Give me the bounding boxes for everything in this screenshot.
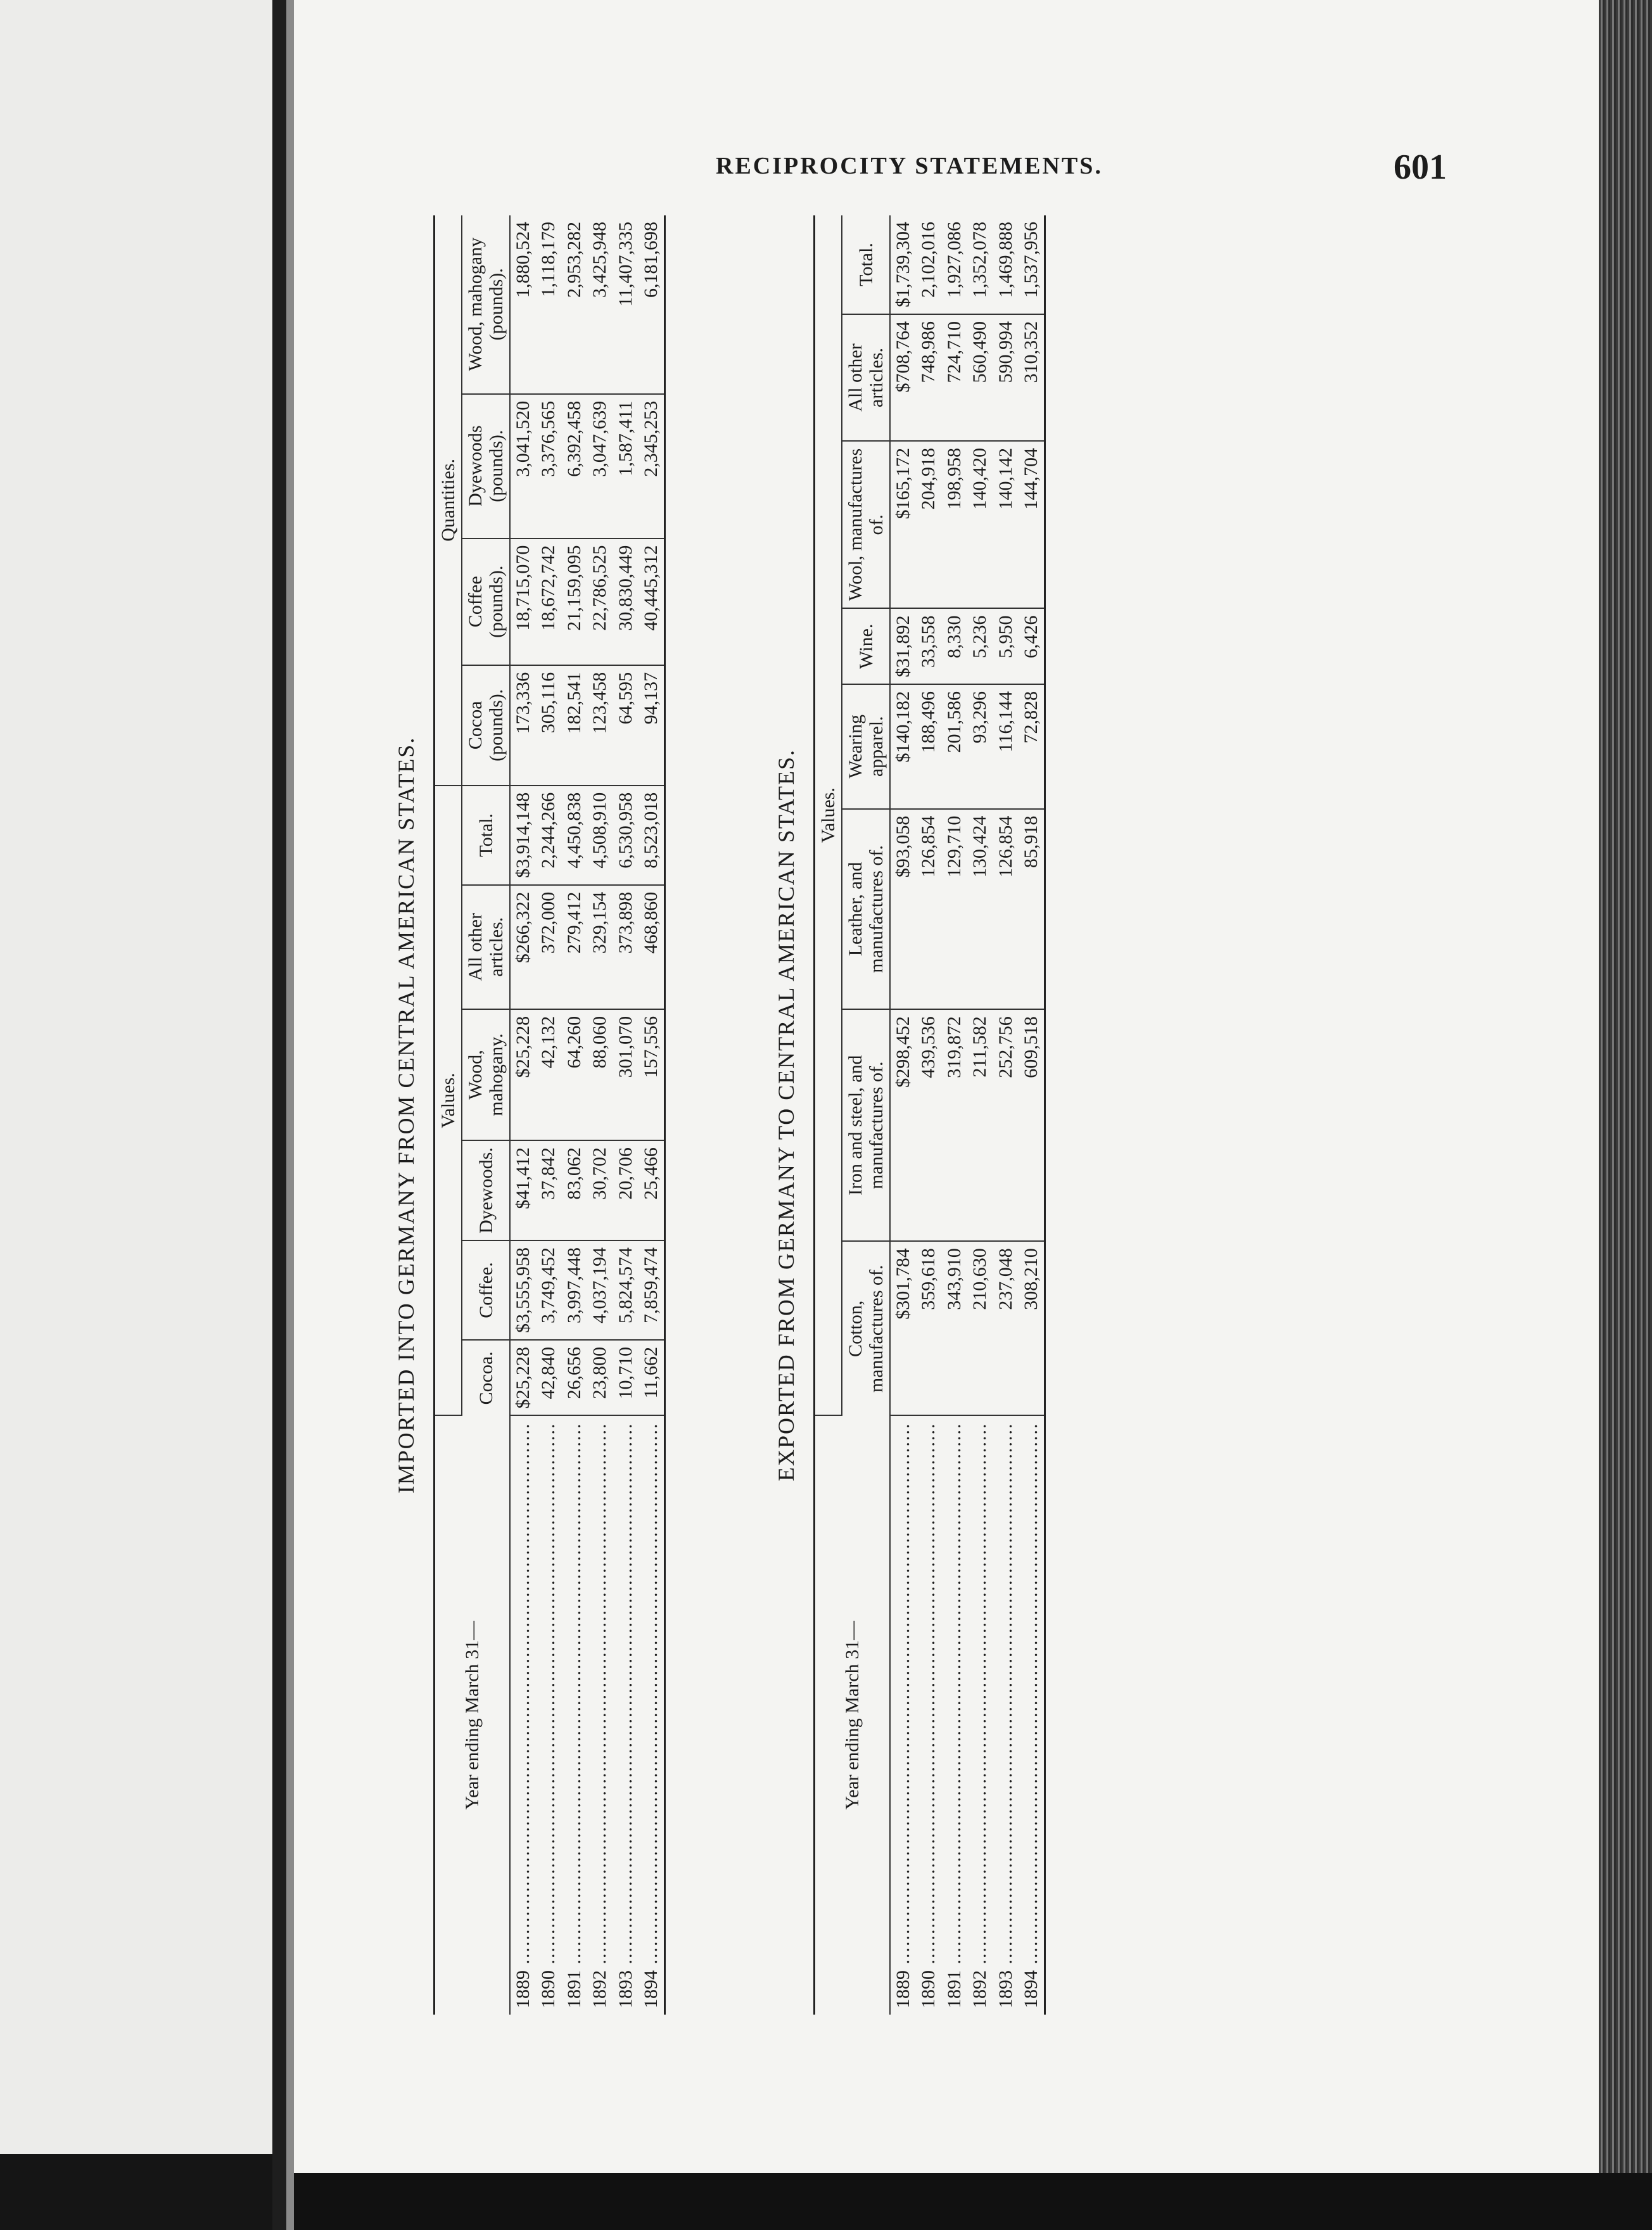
page-edges	[1599, 0, 1652, 2230]
scan-bottom-shadow-right	[294, 2173, 1652, 2230]
year-label: 1890	[918, 1970, 939, 2008]
year-cell	[1019, 1416, 1044, 2015]
table-cell: 11,662	[639, 1340, 664, 1416]
table-cell: 4,450,838	[562, 786, 587, 885]
table-cell: 10,710	[613, 1340, 639, 1416]
year-cell	[562, 1416, 587, 2015]
scan-bottom-shadow	[0, 2154, 272, 2230]
table-cell: 21,159,095	[562, 538, 587, 665]
exports-body	[890, 215, 1044, 2015]
table-cell: 1,880,524	[510, 215, 536, 394]
table-cell: 204,918	[916, 441, 941, 608]
table-cell: 748,986	[916, 314, 941, 441]
table-cell: 2,102,016	[916, 215, 941, 314]
exports-table	[815, 215, 1044, 2015]
leader-dots: ..........................................................................................	[994, 1422, 1016, 1970]
table-cell: 8,523,018	[639, 786, 664, 885]
table-cell: 18,672,742	[536, 538, 561, 665]
year-label: 1894	[640, 1970, 661, 2008]
exports-values-header: Values.	[815, 215, 842, 1416]
table-cell: 83,062	[562, 1140, 587, 1240]
table-cell: 3,047,639	[587, 394, 613, 538]
year-label: 1889	[893, 1970, 913, 2008]
table-cell: 1,587,411	[613, 394, 639, 538]
year-cell	[639, 1416, 664, 2015]
year-label: 1890	[538, 1970, 559, 2008]
table-cell: 1,352,078	[967, 215, 993, 314]
year-label: 1891	[563, 1970, 585, 2008]
table-cell: 173,336	[510, 665, 536, 786]
table-cell: 5,236	[967, 608, 993, 684]
year-cell	[942, 1416, 967, 2015]
table-cell: 4,037,194	[587, 1240, 613, 1340]
table-row	[587, 215, 613, 2015]
table-row	[536, 215, 561, 2015]
leader-dots: ..........................................................................................	[614, 1422, 636, 1970]
table-cell: 343,910	[942, 1241, 967, 1415]
table-cell: 42,132	[536, 1009, 561, 1140]
table-cell: 144,704	[1019, 441, 1044, 608]
table-cell: 126,854	[916, 809, 941, 1010]
year-label: 1893	[614, 1970, 636, 2008]
table-cell: $31,892	[890, 608, 916, 684]
table-cell: 2,953,282	[562, 215, 587, 394]
imports-table-block	[393, 215, 666, 2015]
table-cell: 72,828	[1019, 684, 1044, 809]
table-cell: $140,182	[890, 684, 916, 809]
column-header: Coffee.	[462, 1240, 510, 1340]
table-cell: 201,586	[942, 684, 967, 809]
book-gutter-shadow	[286, 0, 294, 2230]
table-cell: 23,800	[587, 1340, 613, 1416]
leader-dots: ..........................................................................................	[589, 1422, 611, 1970]
table-cell: 252,756	[993, 1009, 1019, 1241]
table-cell: 116,144	[993, 684, 1019, 809]
table-cell: 310,352	[1019, 314, 1044, 441]
table-cell: 210,630	[967, 1241, 993, 1415]
column-header: Cotton, manufactures of.	[842, 1241, 890, 1415]
table-cell: 129,710	[942, 809, 967, 1010]
year-cell	[993, 1416, 1019, 2015]
table-cell: $298,452	[890, 1009, 916, 1241]
table-cell: 301,070	[613, 1009, 639, 1140]
table-cell: 6,530,958	[613, 786, 639, 885]
table-row	[942, 215, 967, 2015]
column-header: Total.	[462, 786, 510, 885]
table-cell: 30,702	[587, 1140, 613, 1240]
leader-dots: ..........................................................................................	[893, 1422, 913, 1970]
column-header: Dyewoods.	[462, 1140, 510, 1240]
column-header: Wearing apparel.	[842, 684, 890, 809]
table-cell: 3,749,452	[536, 1240, 561, 1340]
table-cell: $708,764	[890, 314, 916, 441]
table-cell: 157,556	[639, 1009, 664, 1140]
table-cell: 18,715,070	[510, 538, 536, 665]
imports-title: IMPORTED INTO GERMANY FROM CENTRAL AMERICAN STATES.	[393, 736, 419, 1494]
column-header: Leather, and manufactures of.	[842, 809, 890, 1010]
imports-values-header: Values.	[435, 786, 462, 1416]
table-cell: 590,994	[993, 314, 1019, 441]
table-cell: 94,137	[639, 665, 664, 786]
imports-table	[435, 215, 664, 2015]
table-cell: 123,458	[587, 665, 613, 786]
column-header: Wood, mahogany.	[462, 1009, 510, 1140]
leader-dots: ..........................................................................................	[563, 1422, 585, 1970]
table-row	[639, 215, 664, 2015]
column-header: Coffee (pounds).	[462, 538, 510, 665]
table-cell: 8,330	[942, 608, 967, 684]
table-cell: 2,345,253	[639, 394, 664, 538]
table-cell: 724,710	[942, 314, 967, 441]
leader-dots: ..........................................................................................	[918, 1422, 939, 1970]
table-row	[1019, 215, 1044, 2015]
exports-year-header: Year ending March 31—	[815, 1416, 890, 2015]
column-header: Iron and steel, and manufactures of.	[842, 1009, 890, 1241]
table-cell: 182,541	[562, 665, 587, 786]
table-cell: 37,842	[536, 1140, 561, 1240]
year-cell	[916, 1416, 941, 2015]
table-cell: 140,420	[967, 441, 993, 608]
table-row	[967, 215, 993, 2015]
table-cell: 30,830,449	[613, 538, 639, 665]
table-cell: 188,496	[916, 684, 941, 809]
table-cell: 40,445,312	[639, 538, 664, 665]
table-cell: 6,181,698	[639, 215, 664, 394]
table-cell: 1,927,086	[942, 215, 967, 314]
table-cell: 1,469,888	[993, 215, 1019, 314]
table-cell: 1,118,179	[536, 215, 561, 394]
table-cell: 1,537,956	[1019, 215, 1044, 314]
exports-table-block	[773, 215, 1046, 2015]
book-gutter	[272, 0, 286, 2230]
facing-page-scan	[0, 0, 272, 2230]
table-cell: 3,376,565	[536, 394, 561, 538]
table-cell: 126,854	[993, 809, 1019, 1010]
table-cell: 7,859,474	[639, 1240, 664, 1340]
table-cell: 211,582	[967, 1009, 993, 1241]
table-cell: $3,555,958	[510, 1240, 536, 1340]
year-cell	[613, 1416, 639, 2015]
running-header: RECIPROCITY STATEMENTS.	[716, 153, 1103, 179]
table-cell: 22,786,525	[587, 538, 613, 665]
year-cell	[510, 1416, 536, 2015]
table-cell: 6,392,458	[562, 394, 587, 538]
column-header: Wool, manufactures of.	[842, 441, 890, 608]
year-label: 1894	[1020, 1970, 1041, 2008]
table-cell: $41,412	[510, 1140, 536, 1240]
table-cell: 319,872	[942, 1009, 967, 1241]
column-header: Wood, mahogany (pounds).	[462, 215, 510, 394]
column-header: Cocoa.	[462, 1340, 510, 1416]
table-cell: $1,739,304	[890, 215, 916, 314]
table-row	[890, 215, 916, 2015]
year-label: 1893	[994, 1970, 1016, 2008]
table-cell: 64,595	[613, 665, 639, 786]
table-row	[993, 215, 1019, 2015]
table-cell: 308,210	[1019, 1241, 1044, 1415]
leader-dots: ..........................................................................................	[943, 1422, 965, 1970]
table-cell: 130,424	[967, 809, 993, 1010]
table-cell: 4,508,910	[587, 786, 613, 885]
column-header: Cocoa (pounds).	[462, 665, 510, 786]
table-cell: 359,618	[916, 1241, 941, 1415]
leader-dots: ..........................................................................................	[1020, 1422, 1041, 1970]
table-cell: $301,784	[890, 1241, 916, 1415]
year-cell	[890, 1416, 916, 2015]
table-cell: 11,407,335	[613, 215, 639, 394]
table-cell: 88,060	[587, 1009, 613, 1140]
table-cell: 560,490	[967, 314, 993, 441]
table-cell: 93,296	[967, 684, 993, 809]
table-row	[613, 215, 639, 2015]
exports-title: EXPORTED FROM GERMANY TO CENTRAL AMERICAN STATES.	[773, 748, 799, 1482]
table-cell: 373,898	[613, 885, 639, 1009]
leader-dots: ..........................................................................................	[969, 1422, 991, 1970]
table-cell: $266,322	[510, 885, 536, 1009]
table-cell: 25,466	[639, 1140, 664, 1240]
table-row	[562, 215, 587, 2015]
table-row	[916, 215, 941, 2015]
table-cell: 3,425,948	[587, 215, 613, 394]
year-label: 1892	[969, 1970, 991, 2008]
table-cell: 305,116	[536, 665, 561, 786]
table-cell: 85,918	[1019, 809, 1044, 1010]
table-cell: $165,172	[890, 441, 916, 608]
imports-body	[510, 215, 664, 2015]
table-cell: 2,244,266	[536, 786, 561, 885]
page-number: 601	[1394, 148, 1447, 187]
table-cell: 329,154	[587, 885, 613, 1009]
column-header: All other articles.	[842, 314, 890, 441]
table-cell: 439,536	[916, 1009, 941, 1241]
table-cell: 3,041,520	[510, 394, 536, 538]
table-cell: $25,228	[510, 1340, 536, 1416]
table-cell: 237,048	[993, 1241, 1019, 1415]
table-cell: 5,824,574	[613, 1240, 639, 1340]
table-cell: 33,558	[916, 608, 941, 684]
year-label: 1891	[943, 1970, 965, 2008]
table-cell: $3,914,148	[510, 786, 536, 885]
table-cell: 5,950	[993, 608, 1019, 684]
year-cell	[967, 1416, 993, 2015]
column-header: Dyewoods (pounds).	[462, 394, 510, 538]
table-cell: 26,656	[562, 1340, 587, 1416]
table-cell: 6,426	[1019, 608, 1044, 684]
column-header: Total.	[842, 215, 890, 314]
table-cell: 279,412	[562, 885, 587, 1009]
year-label: 1892	[589, 1970, 611, 2008]
table-row	[510, 215, 536, 2015]
leader-dots: ..........................................................................................	[512, 1422, 533, 1970]
leader-dots: ..........................................................................................	[538, 1422, 559, 1970]
table-cell: $93,058	[890, 809, 916, 1010]
table-cell: 64,260	[562, 1009, 587, 1140]
table-cell: 20,706	[613, 1140, 639, 1240]
imports-quantities-header: Quantities.	[435, 215, 462, 786]
table-cell: 42,840	[536, 1340, 561, 1416]
year-label: 1889	[512, 1970, 533, 2008]
table-cell: 372,000	[536, 885, 561, 1009]
year-cell	[536, 1416, 561, 2015]
column-header: Wine.	[842, 608, 890, 684]
table-cell: 198,958	[942, 441, 967, 608]
imports-year-header: Year ending March 31—	[435, 1416, 510, 2015]
leader-dots: ..........................................................................................	[640, 1422, 661, 1970]
year-cell	[587, 1416, 613, 2015]
column-header: All other articles.	[462, 885, 510, 1009]
table-cell: $25,228	[510, 1009, 536, 1140]
table-cell: 609,518	[1019, 1009, 1044, 1241]
table-cell: 3,997,448	[562, 1240, 587, 1340]
table-cell: 468,860	[639, 885, 664, 1009]
table-cell: 140,142	[993, 441, 1019, 608]
